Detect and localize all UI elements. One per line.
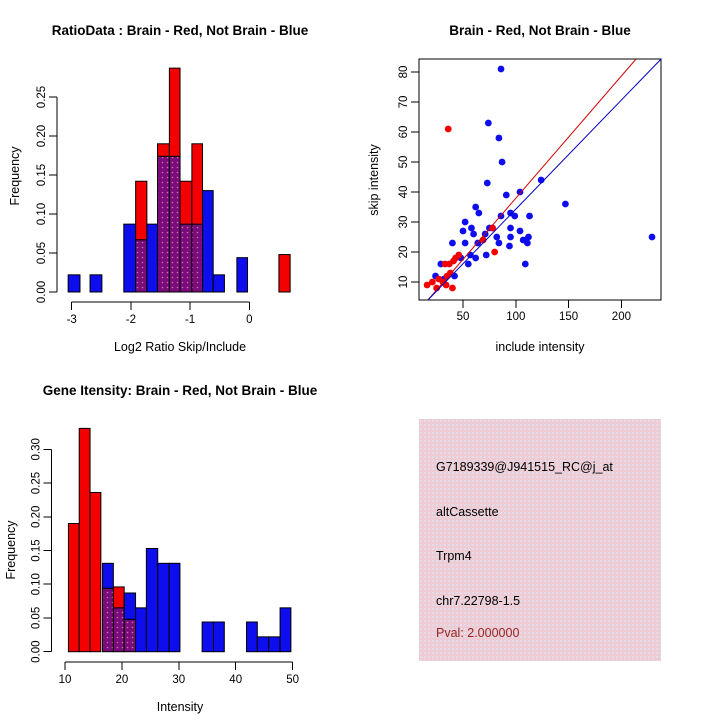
scatter-point-blue bbox=[449, 240, 456, 247]
y-tick-label: 0.25 bbox=[30, 471, 43, 495]
histogram-bar-segment-blue bbox=[280, 608, 291, 652]
histogram-bar-segment-red bbox=[158, 144, 170, 156]
scatter-point-blue bbox=[468, 225, 475, 232]
histogram-bar-segment-blue bbox=[124, 593, 135, 619]
y-tick-label: 10 bbox=[398, 275, 410, 289]
histogram-bar-segment-purple bbox=[103, 588, 114, 651]
y-tick-label: 40 bbox=[398, 185, 410, 199]
scatter-point-blue bbox=[517, 228, 524, 235]
x-tick-label: 150 bbox=[559, 311, 579, 323]
histogram-bar-segment-blue bbox=[213, 275, 224, 292]
panel-ratio-histogram bbox=[0, 0, 360, 360]
scatter-point-blue bbox=[462, 219, 469, 226]
x-tick-label: 200 bbox=[611, 311, 631, 323]
scatter-point-blue bbox=[525, 234, 532, 241]
gene-intensity-histogram-xlabel: Intensity bbox=[156, 700, 204, 714]
histogram-bar-segment-red bbox=[279, 255, 290, 292]
y-tick-label: 0.00 bbox=[36, 280, 48, 304]
y-tick-label: 0.00 bbox=[30, 640, 43, 663]
histogram-bar-segment-blue bbox=[136, 608, 147, 652]
x-tick-label: 20 bbox=[115, 674, 129, 686]
event-info-box bbox=[419, 419, 661, 661]
histogram-bar-segment-blue bbox=[158, 563, 169, 651]
scatter-point-blue bbox=[484, 180, 491, 187]
scatter-point-blue bbox=[462, 240, 469, 247]
y-tick-label: 0.30 bbox=[30, 438, 43, 461]
histogram-bar-segment-red bbox=[79, 428, 90, 651]
fit-line-line_red bbox=[428, 59, 636, 300]
y-tick-label: 0.10 bbox=[30, 573, 43, 596]
intensity-scatter-plot bbox=[360, 0, 720, 360]
scatter-point-blue bbox=[517, 189, 524, 196]
scatter-point-blue bbox=[506, 243, 513, 250]
y-tick-label: 0.05 bbox=[36, 241, 48, 265]
scatter-point-blue bbox=[472, 204, 479, 211]
scatter-point-red bbox=[491, 249, 498, 256]
x-tick-label: -2 bbox=[125, 314, 137, 326]
x-tick-label: -1 bbox=[184, 314, 196, 326]
info-line-probe-id: G7189339@J941515_RC@j_at bbox=[436, 460, 613, 474]
histogram-bar-segment-red bbox=[90, 492, 101, 651]
scatter-point-blue bbox=[499, 159, 506, 166]
info-line-pval: Pval: 2.000000 bbox=[436, 626, 520, 640]
x-tick-label: 0 bbox=[246, 314, 253, 326]
histogram-bar-segment-red bbox=[113, 587, 124, 608]
scatter-point-blue bbox=[503, 192, 510, 199]
scatter-point-red bbox=[435, 276, 442, 283]
y-tick-label: 0.15 bbox=[36, 163, 48, 187]
y-tick-label: 0.20 bbox=[36, 124, 48, 148]
scatter-point-blue bbox=[649, 234, 656, 241]
histogram-bar-segment-purple bbox=[158, 156, 170, 292]
gene-intensity-histogram-ylabel: Frequency bbox=[4, 520, 18, 580]
histogram-bar-segment-blue bbox=[257, 637, 268, 652]
ratio-histogram-title: RatioData : Brain - Red, Not Brain - Blue bbox=[51, 23, 309, 38]
histogram-bar-segment-blue bbox=[146, 548, 157, 651]
y-tick-label: 70 bbox=[398, 95, 410, 109]
y-tick-label: 50 bbox=[398, 155, 410, 169]
y-tick-label: 0.25 bbox=[36, 85, 48, 109]
y-tick-label: 20 bbox=[398, 245, 410, 259]
histogram-bar-segment-purple bbox=[192, 224, 203, 292]
histogram-bar-segment-blue bbox=[214, 622, 225, 652]
scatter-point-blue bbox=[507, 225, 514, 232]
histogram-bar-segment-blue bbox=[237, 258, 248, 292]
histogram-bar-segment-red bbox=[169, 68, 180, 156]
scatter-point-blue bbox=[562, 201, 569, 208]
scatter-point-blue bbox=[511, 213, 518, 220]
scatter-point-red bbox=[442, 261, 449, 268]
scatter-point-blue bbox=[496, 240, 503, 247]
histogram-bar-segment-blue bbox=[247, 622, 258, 652]
histogram-bar-segment-blue bbox=[124, 224, 136, 292]
scatter-point-blue bbox=[460, 228, 467, 235]
histogram-bar-segment-purple bbox=[136, 240, 147, 292]
x-tick-label: 10 bbox=[58, 674, 72, 686]
x-tick-label: 100 bbox=[506, 311, 526, 323]
scatter-point-blue bbox=[526, 213, 533, 220]
histogram-bar-segment-blue bbox=[147, 224, 158, 292]
gene-intensity-histogram-title: Gene Itensity: Brain - Red, Not Brain - Blue bbox=[42, 383, 318, 398]
panel-event-info bbox=[360, 360, 720, 720]
scatter-point-red bbox=[443, 282, 450, 289]
x-tick-label: 50 bbox=[286, 674, 299, 686]
info-line-locus: chr7.22798-1.5 bbox=[436, 594, 521, 608]
scatter-point-blue bbox=[493, 234, 500, 241]
info-line-event-type: altCassette bbox=[436, 505, 499, 519]
histogram-bar-segment-purple bbox=[113, 608, 124, 652]
panel-gene-intensity-histogram bbox=[0, 360, 360, 720]
y-tick-label: 0.05 bbox=[30, 606, 43, 630]
panel-intensity-scatter bbox=[360, 0, 720, 360]
y-tick-label: 80 bbox=[398, 65, 410, 79]
histogram-bar-segment-blue bbox=[103, 563, 114, 588]
histogram-bar-segment-blue bbox=[203, 191, 214, 292]
scatter-point-blue bbox=[470, 231, 477, 238]
intensity-scatter-title: Brain - Red, Not Brain - Blue bbox=[449, 23, 631, 38]
scatter-point-blue bbox=[485, 120, 492, 127]
y-tick-label: 30 bbox=[398, 215, 410, 229]
histogram-bar-segment-red bbox=[192, 144, 203, 224]
scatter-point-red bbox=[449, 285, 456, 292]
y-tick-label: 0.20 bbox=[30, 505, 43, 528]
y-tick-label: 0.10 bbox=[36, 202, 48, 226]
histogram-bar-segment-red bbox=[68, 524, 79, 652]
histogram-bar-segment-blue bbox=[269, 637, 280, 652]
x-tick-label: 40 bbox=[229, 674, 243, 686]
gene-intensity-histogram-plot bbox=[0, 360, 360, 720]
histogram-bar-segment-red bbox=[180, 181, 192, 224]
scatter-point-red bbox=[445, 126, 452, 133]
scatter-point-blue bbox=[507, 234, 514, 241]
intensity-scatter-ylabel: skip intensity bbox=[367, 144, 381, 216]
x-tick-label: -3 bbox=[66, 314, 77, 326]
y-tick-label: 60 bbox=[398, 125, 410, 139]
scatter-point-blue bbox=[483, 252, 490, 259]
ratio-histogram-ylabel: Frequency bbox=[8, 146, 22, 206]
scatter-point-blue bbox=[524, 240, 531, 247]
histogram-bar-segment-blue bbox=[68, 275, 80, 292]
histogram-bar-segment-purple bbox=[124, 619, 135, 651]
x-tick-label: 50 bbox=[456, 311, 470, 323]
scatter-point-blue bbox=[472, 255, 479, 262]
histogram-bar-segment-red bbox=[136, 181, 147, 240]
intensity-scatter-xlabel: include intensity bbox=[495, 340, 585, 354]
histogram-bar-segment-blue bbox=[202, 622, 213, 652]
y-tick-label: 0.15 bbox=[30, 539, 43, 562]
scatter-point-red bbox=[424, 282, 431, 289]
histogram-bar-segment-blue bbox=[169, 563, 180, 651]
info-line-gene-name: Trpm4 bbox=[436, 549, 472, 563]
scatter-point-blue bbox=[522, 261, 529, 268]
scatter-point-blue bbox=[465, 261, 472, 268]
scatter-point-blue bbox=[475, 210, 482, 217]
histogram-bar-segment-blue bbox=[90, 275, 102, 292]
histogram-bar-segment-purple bbox=[180, 224, 192, 292]
histogram-bar-segment-purple bbox=[169, 156, 180, 292]
fit-line-line_blue bbox=[428, 59, 661, 300]
ratio-histogram-xlabel: Log2 Ratio Skip/Include bbox=[113, 340, 247, 354]
x-tick-label: 30 bbox=[172, 674, 186, 686]
scatter-point-blue bbox=[496, 135, 503, 142]
ratio-histogram-plot bbox=[0, 0, 360, 360]
scatter-point-blue bbox=[498, 66, 505, 73]
